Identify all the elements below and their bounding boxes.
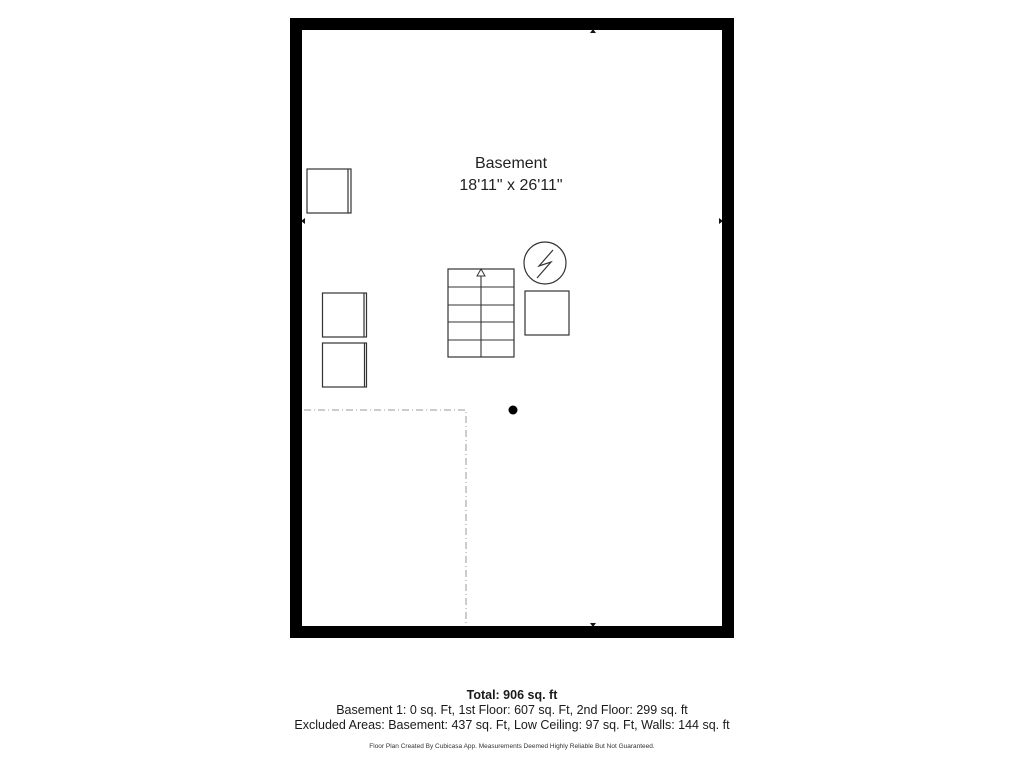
- support-post: [509, 406, 518, 415]
- fixture-box-2: [323, 293, 367, 337]
- room-dimensions: 18'11" x 26'11": [459, 177, 563, 194]
- room-name: Basement: [474, 155, 548, 172]
- fixture-box-4: [525, 291, 569, 335]
- staircase: [448, 269, 514, 357]
- electrical-panel-icon: [524, 242, 566, 284]
- fixture-box-1: [307, 169, 351, 213]
- footnote-disclaimer: Floor Plan Created By Cubicasa App. Measurements Deemed Highly Reliable But Not Guaranteed.: [369, 743, 655, 750]
- fixture-box-3: [323, 343, 367, 387]
- excluded-areas: Excluded Areas: Basement: 437 sq. Ft, Low Ceiling: 97 sq. Ft, Walls: 144 sq. ft: [294, 718, 730, 732]
- floor-areas: Basement 1: 0 sq. Ft, 1st Floor: 607 sq. Ft, 2nd Floor: 299 sq. ft: [336, 703, 688, 717]
- total-area: Total: 906 sq. ft: [466, 688, 558, 702]
